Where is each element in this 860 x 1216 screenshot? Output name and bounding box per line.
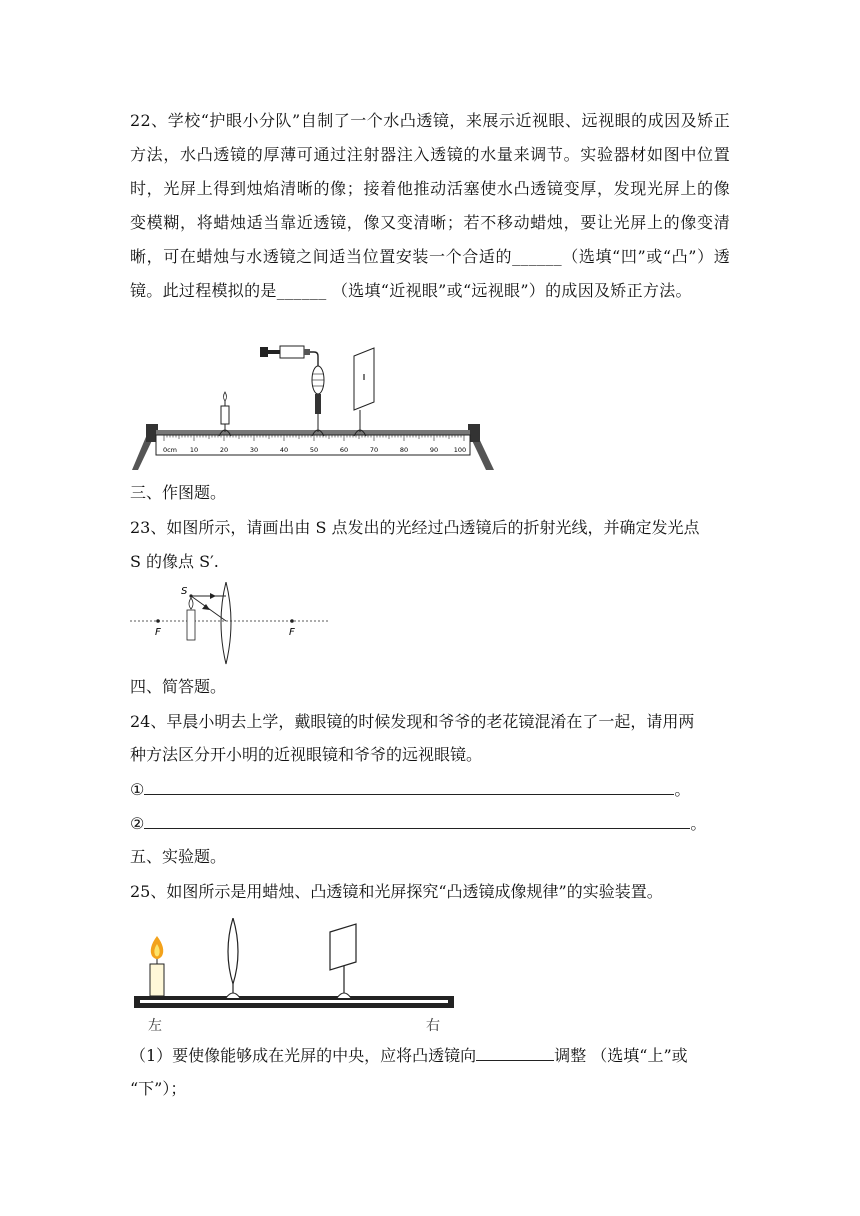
focus-left-dot <box>156 619 160 623</box>
ruler-label-50: 50 <box>309 446 319 454</box>
ruler-label-20: 20 <box>219 446 229 454</box>
focus-right-label: F <box>289 627 295 638</box>
ruler-label-80: 80 <box>399 446 409 454</box>
candle-icon <box>219 392 231 436</box>
right-label: 右 <box>426 1018 440 1034</box>
focus-right-dot <box>290 619 294 623</box>
water-lens-icon <box>312 366 324 436</box>
question-22-text: 22、学校“护眼小分队”自制了一个水凸透镜，来展示近视眼、远视眼的成因及矫正方法，水凸透镜的厚薄可通过注射器注入透镜的水量来调节。实验器材如图中位置时，光屏上得到烛焰清晰的像；接着他推动活塞使水凸透镜变厚，发现光屏上的像变模糊，将蜡烛适当靠近透镜，像又变清晰；若不移动蜡烛，要让光屏上的像变清晰，可在蜡烛与水透镜之间适当位置安装一个合适的______（选填“凹”或“凸”）透镜。此过程模拟的是______ （选填“近视眼”或“远视眼”）的成因及矫正方法。 <box>130 111 730 300</box>
point-s-label: S <box>181 586 188 597</box>
sub1-suffix: 调整 （选填“上”或 <box>554 1046 688 1065</box>
light-screen-icon <box>354 348 374 436</box>
candle-object-icon <box>187 598 195 640</box>
convex-lens-icon <box>226 918 240 998</box>
section-3-title: 三、作图题。 <box>130 483 227 502</box>
left-label: 左 <box>148 1018 162 1034</box>
candle-flame-icon <box>150 936 164 996</box>
answer-2-blank[interactable] <box>144 808 690 829</box>
ruler-label-10: 10 <box>189 446 199 454</box>
question-25-sub1-line-1 <box>130 1040 688 1071</box>
light-screen-icon <box>330 924 356 998</box>
ruler-label-90: 90 <box>429 446 439 454</box>
question-24-line-1: 24、早晨小明去上学，戴眼镜的时候发现和爷爷的老花镜混淆在了一起，请用两 <box>130 712 695 731</box>
section-4-title: 四、简答题。 <box>130 677 227 696</box>
ruler-label-100: 100 <box>453 446 467 454</box>
syringe-icon <box>260 346 318 370</box>
sub1-prefix: （1）要使像能够成在光屏的中央，应将凸透镜向 <box>130 1046 477 1065</box>
question-23-line-1: 23、如图所示，请画出由 S 点发出的光经过凸透镜后的折射光线，并确定发光点 <box>130 518 700 537</box>
question-25-text: 25、如图所示是用蜡烛、凸透镜和光屏探究“凸透镜成像规律”的实验装置。 <box>130 882 663 901</box>
answer-2-mark: ② <box>130 814 145 833</box>
answer-1-blank[interactable] <box>144 774 674 795</box>
ruler-label-60: 60 <box>339 446 349 454</box>
section-5-title: 五、实验题。 <box>130 847 227 866</box>
answer-2-end: 。 <box>690 814 707 833</box>
ruler-label-70: 70 <box>369 446 379 454</box>
ruler-label-0: 0cm <box>162 446 178 454</box>
question-25-sub1-line-2: “下”）； <box>130 1079 187 1098</box>
question-23-line-2: S 的像点 S′. <box>130 552 219 571</box>
convex-lens-icon <box>221 582 231 664</box>
sub1-blank[interactable] <box>476 1040 554 1061</box>
answer-line-2 <box>130 808 706 839</box>
figure-lens-experiment-setup <box>130 918 460 1036</box>
answer-1-end: 。 <box>674 780 691 799</box>
question-24-line-2: 种方法区分开小明的近视眼镜和爷爷的远视眼镜。 <box>130 745 483 764</box>
answer-line-1 <box>130 774 690 805</box>
ruler-label-40: 40 <box>279 446 289 454</box>
answer-1-mark: ① <box>130 780 145 799</box>
figure-optical-bench-water-lens <box>130 340 510 475</box>
ruler-label-30: 30 <box>249 446 259 454</box>
focus-left-label: F <box>155 627 161 638</box>
figure-convex-lens-ray <box>130 582 335 670</box>
